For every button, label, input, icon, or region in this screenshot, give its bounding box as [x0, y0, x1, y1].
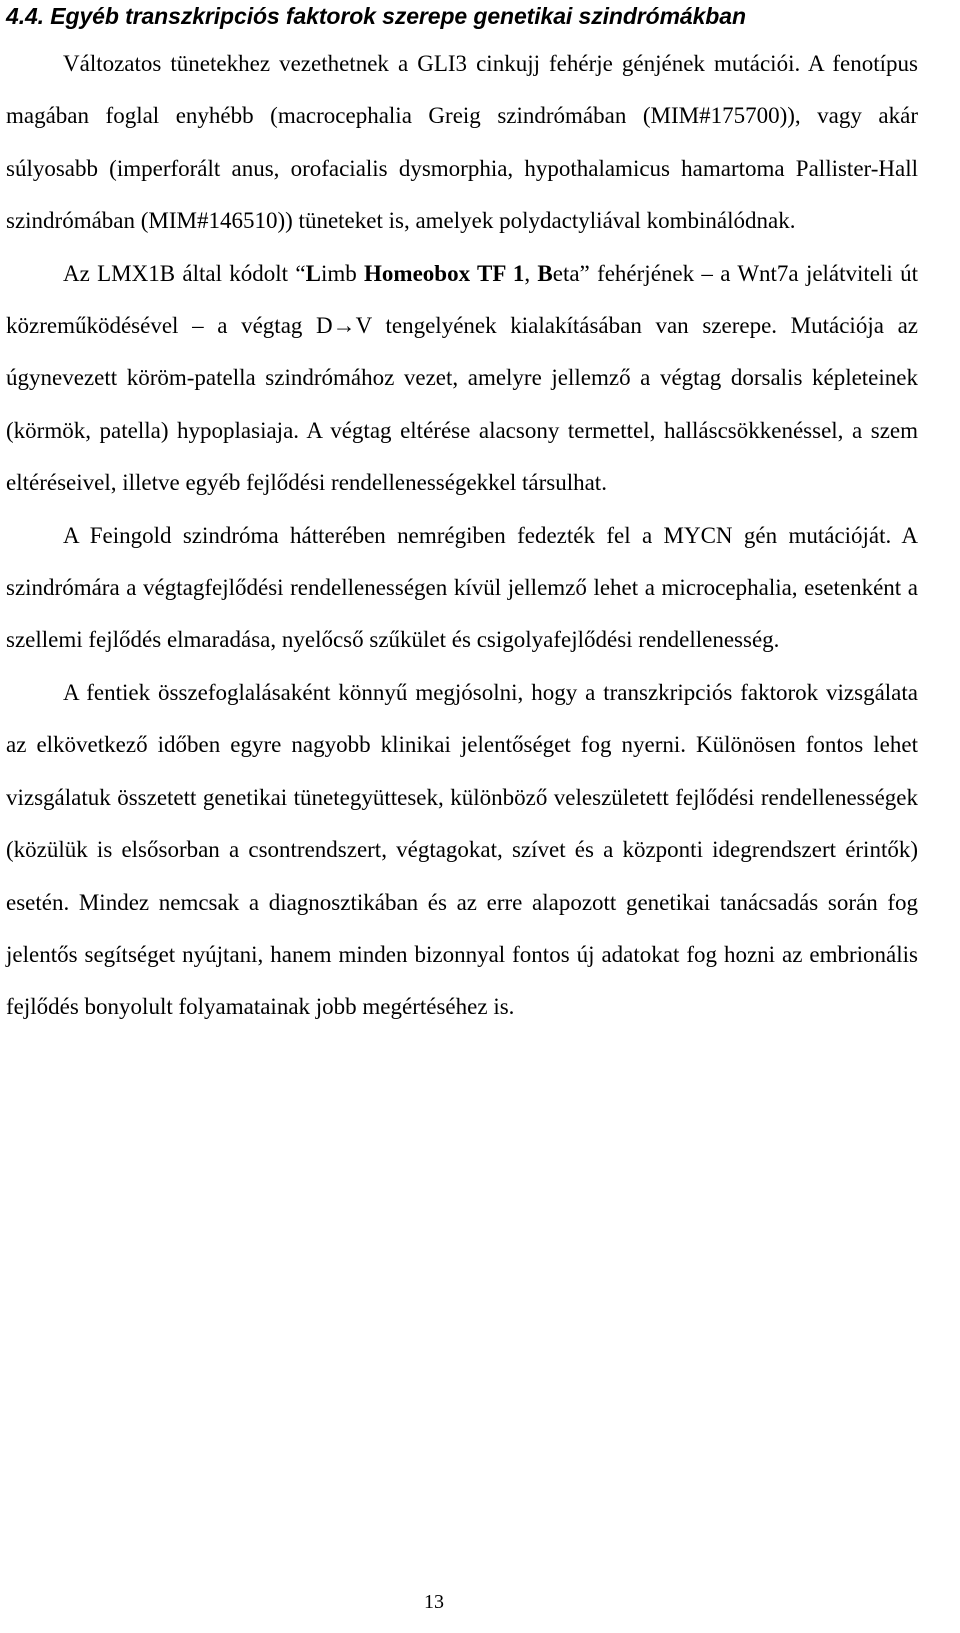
- lmx1b-comma: ,: [524, 260, 538, 286]
- paragraph-feingold: A Feingold szindróma hátterében nemrégiben fedezték fel a MYCN gén mutációját. A szindrómára a végtagfejlődési rendellenességen kívül jellemző lehet a microcephalia, esetenként a szellemi fejlődés elmaradása, nyelőcső szűkület és csigolyafejlődési rendellenesség.: [6, 522, 918, 653]
- paragraph-summary: A fentiek összefoglalásaként könnyű megjósolni, hogy a transzkripciós faktorok vizsgálata az elkövetkező időben egyre nagyobb klinikai jelentőséget fog nyerni. Különösen fontos lehet vizsgálatuk összetett genetikai tünetegyüttesek, különböző veleszületett fejlődési rendellenességek (közülük is elsősorban a csontrendszert, végtagokat, szívet és a központi idegrendszert érintők) esetén. Mindez nemcsak a diagnosztikában és az erre alapozott genetikai tanácsadás során fog jelentős segítséget nyújtani, hanem minden bizonnyal fontos új adatokat fog hozni az embrionális fejlődés bonyolult folyamatainak jobb megértéséhez is.: [6, 679, 918, 1020]
- lmx1b-eta-text: eta: [552, 260, 580, 286]
- lmx1b-imb-text: imb: [320, 260, 365, 286]
- section-title: Egyéb transzkripciós faktorok szerepe genetikai szindrómákban: [50, 3, 746, 29]
- page-number: 13: [424, 1591, 444, 1613]
- lmx1b-rest-text: ” fehérjének – a Wnt7a jelátviteli út közreműködésével – a végtag D→V tengelyének kialakításában van szerepe. Mutációja az úgynevezett köröm-patella szindrómához vezet, amelyre jellemző a végtag dorsalis képleteinek (körmök, patella) hypoplasiaja. A végtag eltérése alacsony termettel, halláscsökkenéssel, a szem eltéréseivel, illetve egyéb fejlődési rendellenességekkel társulhat.: [6, 260, 918, 496]
- lmx1b-bold-letter-b: B: [537, 260, 553, 286]
- paragraph-gli3: Változatos tünetekhez vezethetnek a GLI3 cinkujj fehérje génjének mutációi. A fenotípus magában foglal enyhébb (macrocephalia Greig szindrómában (MIM#175700)), vagy akár súlyosabb (imperforált anus, orofacialis dysmorphia, hypothalamicus hamartoma Pallister-Hall szindrómában (MIM#146510)) tüneteket is, amelyek polydactyliával kombinálódnak.: [6, 51, 918, 234]
- paragraph-lmx1b: [6, 248, 918, 510]
- section-heading: [6, 0, 918, 31]
- lmx1b-bold-letter-l: L: [305, 260, 321, 286]
- section-number: 4.4.: [6, 3, 44, 29]
- document-page: [6, 0, 918, 1034]
- lmx1b-intro-text: Az LMX1B által kódolt “: [63, 260, 306, 286]
- lmx1b-bold-homeobox: Homeobox TF 1: [364, 260, 525, 286]
